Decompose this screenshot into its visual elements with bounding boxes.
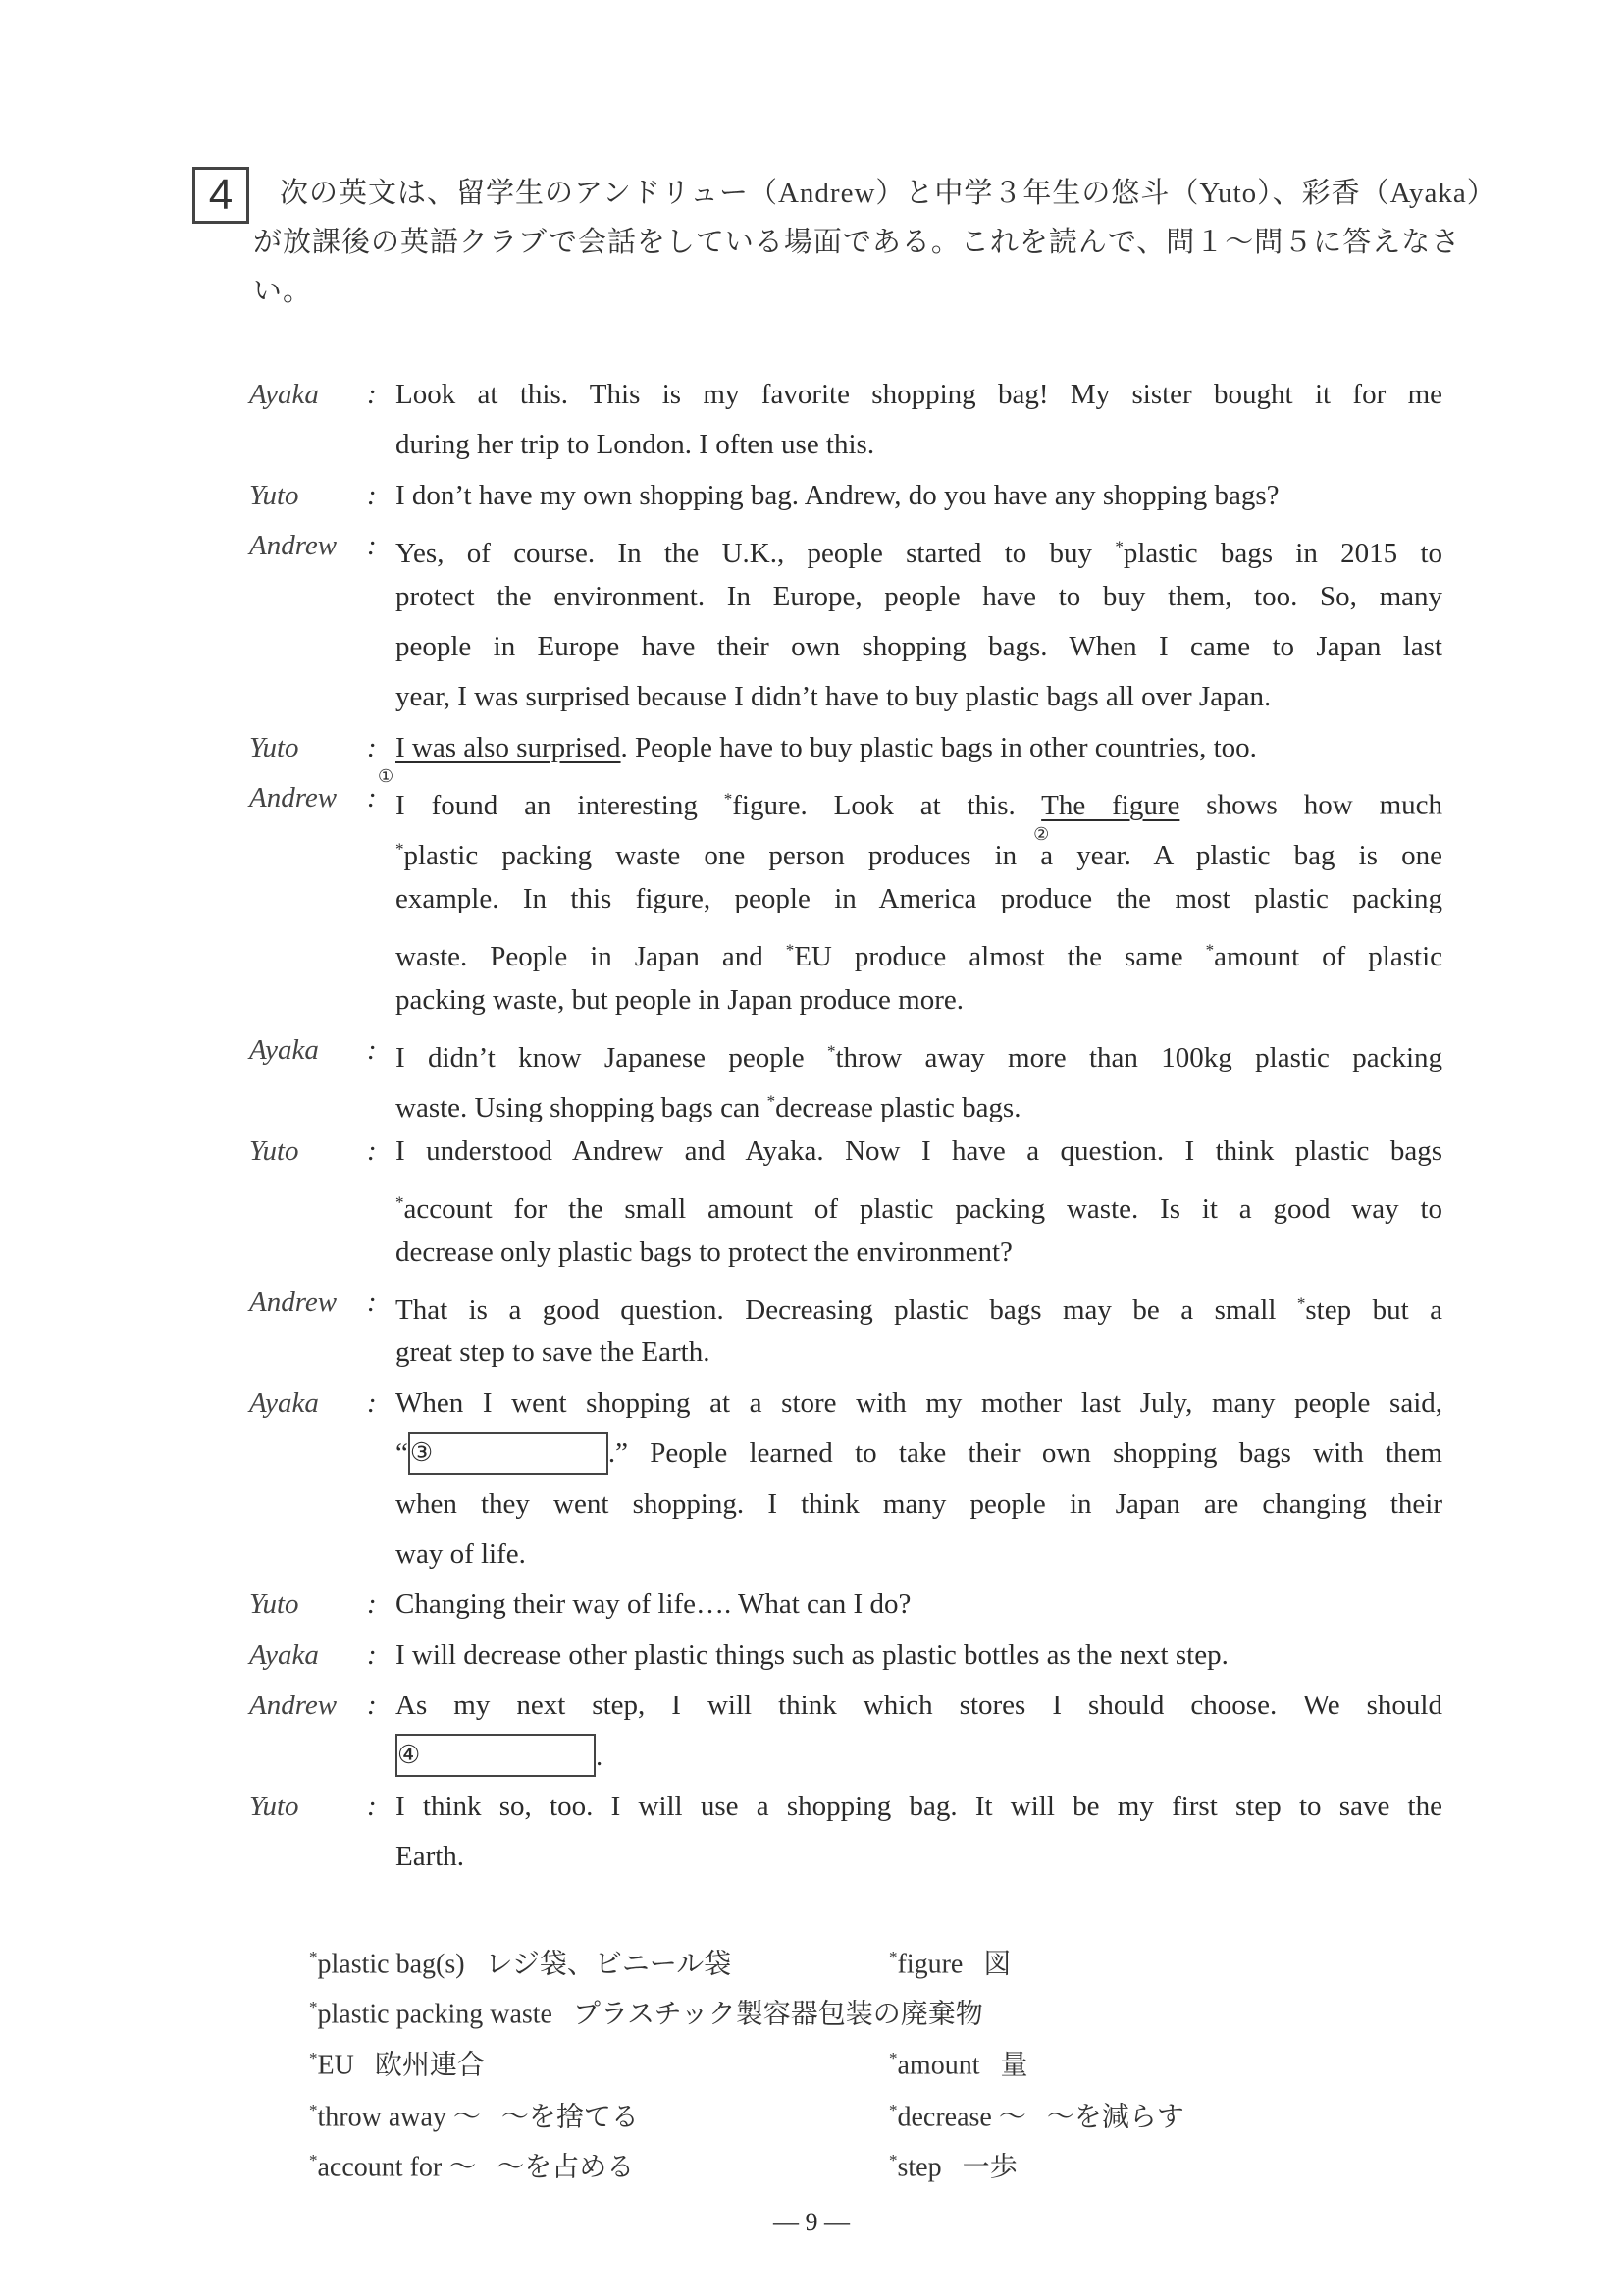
intro-line-1: 次の英文は、留学生のアンドリュー（Andrew）と中学３年生の悠斗（Yuto）、彩香（Ayaka） <box>280 178 1496 209</box>
speech-text: . People have to buy plastic bags in other countries, too. <box>620 731 1257 763</box>
glossary-item: *EU 欧州連合 <box>309 2049 485 2081</box>
speech-body <box>395 1379 1442 1581</box>
glossary-item: *plastic packing waste プラスチック製容器包装の廃棄物 <box>309 1998 983 2030</box>
dialogue-turn <box>249 370 1442 471</box>
speech-line <box>395 471 1442 521</box>
intro-line-2: が放課後の英語クラブで会話をしている場面である。これを読んで、問１～問５に答えなさ <box>253 227 1461 258</box>
speech-text: example. In this figure, people in America produce the most plastic packing <box>395 882 1442 914</box>
question-number-box: 4 <box>192 167 249 224</box>
speech-line <box>395 1328 1442 1378</box>
glossary-item: *figure 図 <box>889 1948 1012 1980</box>
speaker-name: Yuto <box>249 1134 299 1167</box>
speech-text: .” People learned to take their own shopping bags with them <box>607 1437 1442 1470</box>
speaker-name: Andrew <box>249 530 338 562</box>
speech-text: I didn’t know Japanese people *throw away more than 100kg plastic packing <box>395 1041 1442 1073</box>
speech-line <box>395 622 1442 672</box>
speech-line <box>395 1530 1442 1580</box>
intro-line-3: い。 <box>253 276 313 307</box>
speech-text: Yes, of course. In the U.K., people started to buy *plastic bags in 2015 to <box>395 537 1443 569</box>
speaker-colon: : <box>367 479 377 511</box>
speaker-name: Andrew <box>249 1286 338 1319</box>
speech-body <box>395 370 1442 471</box>
speech-body <box>395 1631 1442 1681</box>
speech-text: *account for the small amount of plastic packing waste. Is it a good way to <box>395 1192 1442 1225</box>
glossary-asterisk: * <box>1115 537 1124 556</box>
dialogue-turn <box>249 723 1442 786</box>
speech-line <box>395 874 1442 924</box>
underlined-text: The figure <box>1041 789 1180 821</box>
glossary-item: *throw away ～ ～を捨てる <box>309 2101 639 2133</box>
speech-line <box>395 824 1442 874</box>
glossary-term: figure <box>897 1949 964 1980</box>
speech-line <box>395 1580 1442 1630</box>
speech-text: I understood Andrew and Ayaka. Now I have a question. I think plastic bags <box>395 1134 1442 1167</box>
dialogue-turn <box>249 471 1442 521</box>
speaker-colon: : <box>367 1790 377 1822</box>
speech-text: When I went shopping at a store with my mother last July, many people said, <box>395 1386 1442 1419</box>
glossary-asterisk: * <box>395 1192 404 1212</box>
speech-line <box>395 1227 1442 1278</box>
speaker-name: Ayaka <box>249 1639 319 1671</box>
speech-line <box>395 521 1442 571</box>
page-number: ― 9 ― <box>773 2208 850 2236</box>
glossary-item: *decrease ～ ～を減らす <box>889 2101 1184 2133</box>
speech-text: As my next step, I will think which stores I should choose. We should <box>395 1690 1442 1722</box>
dialogue-turn <box>249 1278 1442 1379</box>
answer-blank-box: ③ <box>408 1432 608 1475</box>
glossary-term: throw away ～ <box>317 2102 481 2133</box>
speech-text: way of life. <box>395 1538 526 1570</box>
glossary-meaning: 図 <box>983 1949 1012 1980</box>
glossary-asterisk: * <box>766 1091 776 1111</box>
speaker-colon: : <box>367 379 377 410</box>
speech-text: protect the environment. In Europe, people have to buy them, too. So, many <box>395 580 1442 612</box>
speech-line <box>395 1278 1442 1328</box>
underline-number-marker: ② <box>1033 823 1050 844</box>
speaker-colon: : <box>367 530 377 562</box>
glossary-asterisk: * <box>827 1041 836 1061</box>
speaker-colon: : <box>367 731 377 763</box>
dialogue-turn <box>249 1025 1442 1126</box>
speech-line <box>395 1681 1442 1731</box>
speaker-colon: : <box>367 1639 377 1671</box>
speech-text: I don’t have my own shopping bag. Andrew, do you have any shopping bags? <box>395 479 1280 511</box>
speech-body <box>395 773 1442 1025</box>
speech-text: Changing their way of life…. What can I do? <box>395 1589 912 1621</box>
speech-text: waste. Using shopping bags can *decrease plastic bags. <box>395 1091 1021 1124</box>
speaker-colon: : <box>367 1589 377 1621</box>
speaker-colon: : <box>367 782 377 814</box>
speaker-name: Andrew <box>249 782 338 814</box>
dialogue <box>249 370 1442 1883</box>
speech-text: year, I was surprised because I didn’t have to buy plastic bags all over Japan. <box>395 681 1272 713</box>
underline-number-marker: ① <box>378 765 394 786</box>
speech-body <box>395 1580 1442 1630</box>
glossary-meaning: ～を減らす <box>1046 2102 1184 2133</box>
dialogue-turn <box>249 773 1442 1025</box>
speaker-colon: : <box>367 1134 377 1167</box>
glossary-asterisk: * <box>723 789 733 809</box>
speech-text: *plastic packing waste one person produces in a year. A plastic bag is one <box>395 839 1442 872</box>
glossary-meaning: 欧州連合 <box>374 2050 485 2081</box>
dialogue-turn <box>249 1782 1442 1883</box>
speech-line <box>395 1631 1442 1681</box>
speaker-name: Yuto <box>249 1790 299 1822</box>
speech-line <box>395 773 1442 844</box>
speaker-name: Ayaka <box>249 379 319 410</box>
glossary-item: *amount 量 <box>889 2049 1028 2081</box>
speech-text: Look at this. This is my favorite shopping bag! My sister bought it for me <box>395 379 1442 410</box>
glossary-meaning: ～を捨てる <box>500 2102 639 2133</box>
speaker-name: Yuto <box>249 1589 299 1621</box>
speech-text: waste. People in Japan and *EU produce almost the same *amount of plastic <box>395 940 1442 972</box>
underlined-phrase <box>378 731 621 786</box>
speaker-name: Yuto <box>249 731 299 763</box>
speech-text: people in Europe have their own shopping bags. When I came to Japan last <box>395 630 1442 662</box>
glossary-asterisk: * <box>785 940 795 960</box>
speech-body <box>395 521 1442 723</box>
speaker-name: Ayaka <box>249 1034 319 1067</box>
speech-text: “ <box>395 1437 408 1470</box>
speech-text: packing waste, but people in Japan produce more. <box>395 983 965 1016</box>
speech-text: Earth. <box>395 1841 465 1873</box>
speech-line <box>395 572 1442 622</box>
speech-body <box>395 1681 1442 1782</box>
speech-text: decrease only plastic bags to protect the environment? <box>395 1235 1013 1268</box>
speech-text: I found an interesting *figure. Look at this. <box>395 789 1042 821</box>
speaker-colon: : <box>367 1690 377 1722</box>
speech-line <box>395 1732 1442 1782</box>
answer-blank-box: ④ <box>395 1734 596 1777</box>
glossary-meaning: レジ袋、ビニール袋 <box>485 1949 732 1980</box>
speech-line <box>395 420 1442 470</box>
dialogue-turn <box>249 1126 1442 1278</box>
glossary-item: *step 一歩 <box>889 2151 1018 2183</box>
glossary-term: amount <box>897 2050 980 2081</box>
speech-line <box>395 1379 1442 1429</box>
glossary-item: *plastic bag(s) レジ袋、ビニール袋 <box>309 1948 732 1980</box>
dialogue-turn <box>249 1631 1442 1681</box>
speech-line <box>395 1126 1442 1176</box>
speech-body <box>395 1278 1442 1379</box>
speech-line <box>395 370 1442 420</box>
speech-text: great step to save the Earth. <box>395 1336 710 1369</box>
glossary-term: account for ～ <box>317 2152 477 2183</box>
dialogue-turn <box>249 521 1442 723</box>
glossary-meaning: 量 <box>1000 2050 1028 2081</box>
speech-line <box>378 723 1442 786</box>
dialogue-turn <box>249 1379 1442 1581</box>
speech-body <box>395 1782 1442 1883</box>
glossary-term: decrease ～ <box>897 2102 1026 2133</box>
speaker-colon: : <box>367 1386 377 1419</box>
speech-body <box>395 1025 1442 1126</box>
speech-line <box>395 924 1442 974</box>
speech-line <box>395 1832 1442 1882</box>
speech-line <box>395 1075 1442 1125</box>
speech-body <box>395 471 1442 521</box>
glossary-meaning: 一歩 <box>962 2152 1018 2183</box>
speech-text: I will decrease other plastic things such as plastic bottles as the next step. <box>395 1639 1229 1671</box>
speech-line <box>395 975 1442 1025</box>
underlined-phrase <box>1033 789 1180 844</box>
glossary-term: plastic bag(s) <box>317 1949 465 1980</box>
speech-text: That is a good question. Decreasing plastic bags may be a small *step but a <box>395 1293 1442 1326</box>
glossary-item: *account for ～ ～を占める <box>309 2151 635 2183</box>
speaker-colon: : <box>367 1034 377 1067</box>
glossary-meaning: ～を占める <box>497 2152 635 2183</box>
speech-text: when they went shopping. I think many people in Japan are changing their <box>395 1487 1442 1520</box>
dialogue-turn <box>249 1681 1442 1782</box>
speech-body <box>378 723 1442 786</box>
speech-line <box>395 672 1442 722</box>
glossary-term: step <box>897 2152 942 2183</box>
speaker-name: Andrew <box>249 1690 338 1722</box>
underlined-text: I was also surprised <box>395 731 621 763</box>
speaker-name: Ayaka <box>249 1386 319 1419</box>
dialogue-turn <box>249 1580 1442 1630</box>
speech-text: during her trip to London. I often use this. <box>395 429 875 461</box>
speech-text: shows how much <box>1179 789 1442 821</box>
speech-line <box>395 1429 1442 1479</box>
glossary-meaning: プラスチック製容器包装の廃棄物 <box>572 1999 983 2030</box>
speech-line <box>395 1176 1442 1226</box>
speaker-name: Yuto <box>249 479 299 511</box>
speaker-colon: : <box>367 1286 377 1319</box>
glossary-asterisk: * <box>1205 940 1215 960</box>
speech-body <box>395 1126 1442 1278</box>
speech-line <box>395 1480 1442 1530</box>
glossary-term: EU <box>317 2050 354 2081</box>
speech-line <box>395 1025 1442 1075</box>
speech-text: I think so, too. I will use a shopping bag. It will be my first step to save the <box>395 1790 1442 1822</box>
glossary-asterisk: * <box>395 839 404 859</box>
glossary-asterisk: * <box>1296 1293 1306 1313</box>
speech-line <box>395 1782 1442 1832</box>
glossary-term: plastic packing waste <box>317 1999 552 2030</box>
speech-text: . <box>596 1740 603 1772</box>
